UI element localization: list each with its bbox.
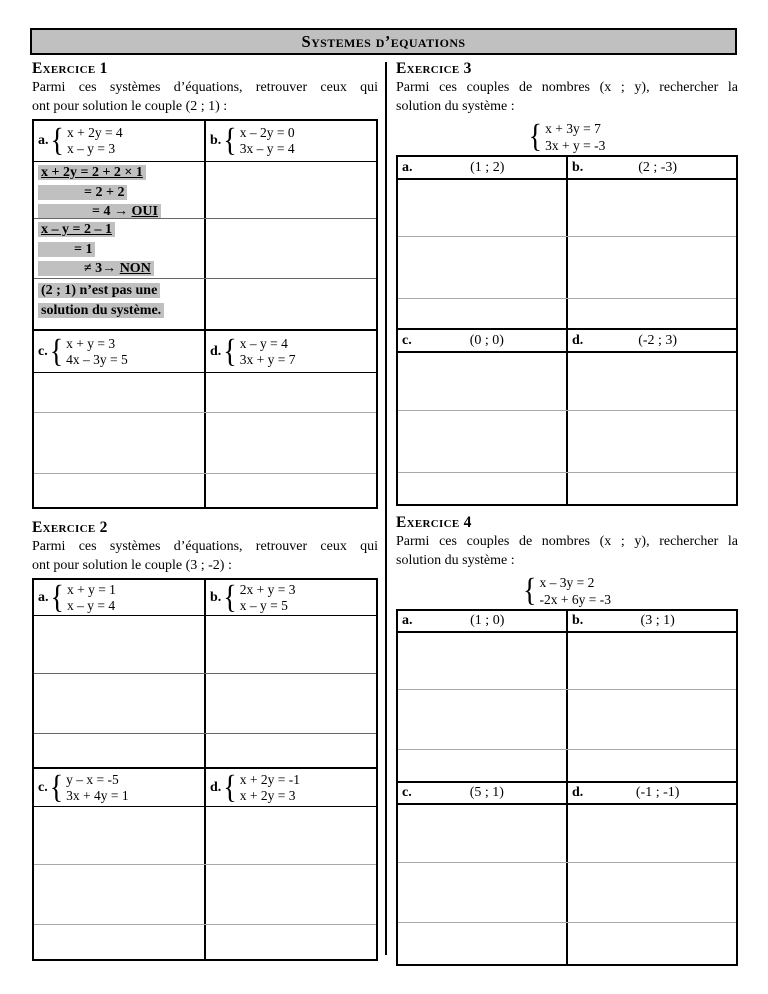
- answer-space: [398, 805, 568, 862]
- equation: 3x + y = -3: [545, 138, 606, 153]
- equation: x – 2y = 0: [239, 125, 295, 140]
- answer-space: [206, 474, 376, 507]
- option-label: c.: [402, 332, 412, 348]
- equation: x + y = 1: [66, 581, 116, 597]
- equation-stack: [66, 772, 128, 804]
- ex1-systems-row-ab: [34, 121, 376, 162]
- ex4-blank-row: [398, 805, 736, 863]
- ex2-system-d: [206, 769, 376, 806]
- intro-line: Parmi ces systèmes d’équations, retrouver ceux qui: [32, 80, 378, 95]
- ex4-blank-row: [398, 750, 736, 783]
- option-value: (2 ; -3): [638, 159, 678, 175]
- conclusion-line: (2 ; 1) n’est pas une: [38, 283, 160, 298]
- equation-stack: [240, 336, 296, 368]
- ex1-work-row-b: [34, 219, 376, 279]
- ex1-system-b: [206, 121, 376, 161]
- answer-space: [34, 474, 206, 507]
- equation-stack: [545, 120, 605, 154]
- ex2-blank-row: [34, 865, 376, 925]
- answer-space: [206, 279, 376, 329]
- ex1-conclusion: [34, 279, 206, 329]
- answer-space: [398, 353, 568, 410]
- answer-space: [206, 734, 376, 767]
- page-title-text: Systemes d’equations: [301, 31, 466, 51]
- verdict-oui: OUI: [131, 204, 158, 218]
- exercise-1-table: [32, 119, 378, 509]
- equation: x + 2y = 4: [66, 125, 123, 140]
- ex1-work-a: [34, 162, 206, 218]
- ex1-conclusion-row: [34, 279, 376, 331]
- ex3-blank-row: [398, 237, 736, 299]
- intro-line: ont pour solution le couple (3 ; -2) :: [32, 558, 232, 573]
- option-value: (3 ; 1): [640, 613, 675, 628]
- ex4-options-row-cd: [398, 783, 736, 805]
- ex1-system-c: [34, 331, 206, 372]
- ex4-option-d: [568, 783, 736, 803]
- option-label: a.: [38, 133, 49, 148]
- answer-space: [206, 674, 376, 733]
- equation: -2x + 6y = -3: [539, 592, 611, 607]
- option-label: b.: [210, 589, 222, 605]
- ex2-blank-row: [34, 674, 376, 734]
- ex4-blank-row: [398, 923, 736, 964]
- ex2-systems-row-cd: [34, 769, 376, 807]
- exercise-2-heading: Exercice 2: [32, 519, 108, 536]
- answer-space: [398, 923, 568, 964]
- ex1-system-d: [206, 331, 376, 372]
- answer-space: [34, 616, 206, 673]
- option-label: c.: [38, 779, 48, 795]
- equation: x + y = 3: [66, 335, 116, 351]
- equation: x – y = 4: [239, 335, 288, 351]
- equation-stack: [240, 582, 296, 614]
- ex2-blank-row: [34, 734, 376, 769]
- answer-space: [34, 734, 206, 767]
- ex1-work-row-a: [34, 162, 376, 219]
- brace-glyph: {: [223, 332, 237, 370]
- equation: 3x – y = 4: [239, 141, 295, 156]
- answer-space: [34, 925, 206, 959]
- option-value: (0 ; 0): [469, 332, 504, 348]
- exercise-4-table: [396, 609, 738, 966]
- exercise-1-heading: Exercice 1: [32, 60, 108, 77]
- ex3-blank-row: [398, 299, 736, 330]
- brace-glyph: {: [49, 332, 64, 370]
- answer-space: [206, 925, 376, 959]
- answer-space: [568, 237, 736, 298]
- option-value: (-1 ; -1): [635, 785, 680, 800]
- equation-stack: [66, 336, 128, 368]
- equation: x + 2y = -1: [239, 771, 300, 787]
- exercise-3-heading: Exercice 3: [396, 60, 472, 77]
- equation: x + 3y = 7: [545, 121, 601, 136]
- exercise-4-heading: Exercice 4: [396, 514, 472, 531]
- answer-space: [398, 411, 568, 472]
- ex3-option-c: [398, 330, 568, 351]
- intro-line: Parmi ces systèmes d’équations, retrouver ceux qui: [32, 539, 378, 554]
- ex3-option-b: [568, 157, 736, 178]
- worked-line-highlighted: = 1: [38, 242, 95, 257]
- answer-space: [568, 805, 736, 862]
- answer-space: [206, 865, 376, 924]
- exercise-3-table: [396, 155, 738, 506]
- equation: 3x + 4y = 1: [66, 787, 129, 803]
- brace-glyph: {: [49, 769, 64, 806]
- ex3-option-d: [568, 330, 736, 351]
- answer-space: [568, 473, 736, 504]
- ex2-blank-row: [34, 807, 376, 865]
- ex2-systems-row-ab: [34, 580, 376, 616]
- equation: 4x – 3y = 5: [66, 351, 128, 367]
- option-value: (1 ; 0): [470, 613, 505, 628]
- answer-space: [34, 865, 206, 924]
- answer-space: [568, 923, 736, 964]
- ex2-blank-row: [34, 616, 376, 674]
- brace-glyph: {: [528, 118, 543, 155]
- answer-space: [568, 299, 736, 328]
- equation-stack: [240, 772, 300, 804]
- option-value: (5 ; 1): [469, 785, 504, 800]
- ex1-system-a: [34, 121, 206, 161]
- answer-space: [568, 353, 736, 410]
- ex3-option-a: [398, 157, 568, 178]
- equation: x + 2y = 3: [239, 787, 296, 803]
- worked-result: ≠ 3→: [84, 261, 120, 276]
- intro-line: solution du système :: [396, 553, 515, 568]
- ex2-system-a: [34, 580, 206, 615]
- ex2-system-b: [206, 580, 376, 615]
- answer-space: [398, 299, 568, 328]
- answer-space: [568, 180, 736, 236]
- option-label: d.: [572, 332, 584, 348]
- answer-space: [568, 750, 736, 781]
- answer-space: [398, 237, 568, 298]
- intro-line: solution du système :: [396, 99, 515, 114]
- answer-space: [398, 863, 568, 922]
- equation: x – 3y = 2: [539, 575, 595, 590]
- ex3-blank-row: [398, 353, 736, 411]
- answer-space: [34, 413, 206, 473]
- ex4-blank-row: [398, 690, 736, 750]
- answer-space: [568, 690, 736, 749]
- answer-space: [34, 373, 206, 412]
- ex3-blank-row: [398, 411, 736, 473]
- option-label: a.: [402, 159, 413, 175]
- right-column: [396, 60, 738, 966]
- brace-glyph: {: [523, 572, 537, 609]
- ex1-blank-row: [34, 413, 376, 474]
- equation: x – y = 4: [66, 597, 116, 613]
- worked-line-highlighted: [38, 261, 154, 276]
- option-label: b.: [572, 613, 584, 628]
- column-divider: [385, 62, 387, 955]
- intro-line: Parmi ces couples de nombres (x ; y), rechercher la: [396, 80, 738, 95]
- brace-glyph: {: [223, 769, 237, 806]
- answer-space: [34, 807, 206, 864]
- ex1-work-b: [34, 219, 206, 278]
- answer-space: [398, 750, 568, 781]
- option-label: b.: [210, 133, 222, 148]
- equation: x – y = 5: [239, 597, 288, 613]
- equation-stack: [67, 582, 116, 614]
- answer-space: [206, 616, 376, 673]
- ex3-options-row-cd: [398, 330, 736, 353]
- option-label: c.: [402, 785, 412, 800]
- ex4-option-c: [398, 783, 568, 803]
- brace-glyph: {: [50, 122, 64, 159]
- exercise-4-intro: [396, 532, 738, 570]
- answer-space: [206, 162, 376, 218]
- ex3-options-row-ab: [398, 157, 736, 180]
- ex2-blank-row: [34, 925, 376, 959]
- intro-line: ont pour solution le couple (2 ; 1) :: [32, 99, 228, 114]
- exercise-1-intro: [32, 78, 378, 116]
- answer-space: [568, 863, 736, 922]
- ex4-option-a: [398, 611, 568, 631]
- equation: y – x = -5: [66, 771, 119, 787]
- option-label: c.: [38, 343, 48, 359]
- left-column: [32, 60, 378, 961]
- ex1-blank-row: [34, 373, 376, 413]
- option-label: d.: [210, 343, 222, 359]
- equation: 2x + y = 3: [239, 581, 296, 597]
- answer-space: [398, 633, 568, 689]
- answer-space: [206, 807, 376, 864]
- ex1-blank-row: [34, 474, 376, 507]
- verdict-non: NON: [119, 261, 151, 276]
- equation-stack: [539, 574, 610, 608]
- worked-line-highlighted: = 2 + 2: [38, 185, 127, 200]
- answer-space: [206, 373, 376, 412]
- ex4-blank-row: [398, 633, 736, 690]
- ex4-blank-row: [398, 863, 736, 923]
- answer-space: [398, 473, 568, 504]
- exercise-2-table: [32, 578, 378, 961]
- equation: x – y = 3: [66, 141, 116, 156]
- exercise-3-intro: [396, 78, 738, 116]
- worked-result: = 4 →: [92, 204, 132, 218]
- brace-glyph: {: [223, 580, 237, 615]
- answer-space: [398, 690, 568, 749]
- ex2-system-c: [34, 769, 206, 806]
- equation-stack: [67, 125, 123, 157]
- ex3-blank-row: [398, 180, 736, 237]
- equation-stack: [240, 125, 295, 157]
- brace-glyph: {: [223, 122, 237, 159]
- option-label: d.: [572, 785, 584, 800]
- ex3-blank-row: [398, 473, 736, 504]
- ex3-system: [396, 119, 738, 155]
- page-title: [30, 28, 737, 55]
- option-label: a.: [402, 613, 413, 628]
- answer-space: [568, 411, 736, 472]
- ex4-options-row-ab: [398, 611, 736, 633]
- ex4-option-b: [568, 611, 736, 631]
- worked-line-highlighted: x – y = 2 – 1: [38, 222, 115, 237]
- option-value: (-2 ; 3): [638, 332, 678, 348]
- worked-line-highlighted: x + 2y = 2 + 2 × 1: [38, 165, 146, 180]
- worked-line-highlighted: [38, 204, 161, 218]
- conclusion-line: solution du système.: [38, 303, 164, 318]
- option-label: a.: [38, 589, 49, 605]
- option-value: (1 ; 2): [470, 159, 505, 175]
- ex1-systems-row-cd: [34, 331, 376, 373]
- ex4-system: [396, 573, 738, 609]
- intro-line: Parmi ces couples de nombres (x ; y), rechercher la: [396, 534, 738, 549]
- exercise-2-intro: [32, 537, 378, 575]
- answer-space: [568, 633, 736, 689]
- option-label: d.: [210, 779, 222, 795]
- answer-space: [206, 413, 376, 473]
- answer-space: [206, 219, 376, 278]
- answer-space: [398, 180, 568, 236]
- equation: 3x + y = 7: [239, 351, 296, 367]
- option-label: b.: [572, 159, 584, 175]
- brace-glyph: {: [50, 580, 64, 615]
- answer-space: [34, 674, 206, 733]
